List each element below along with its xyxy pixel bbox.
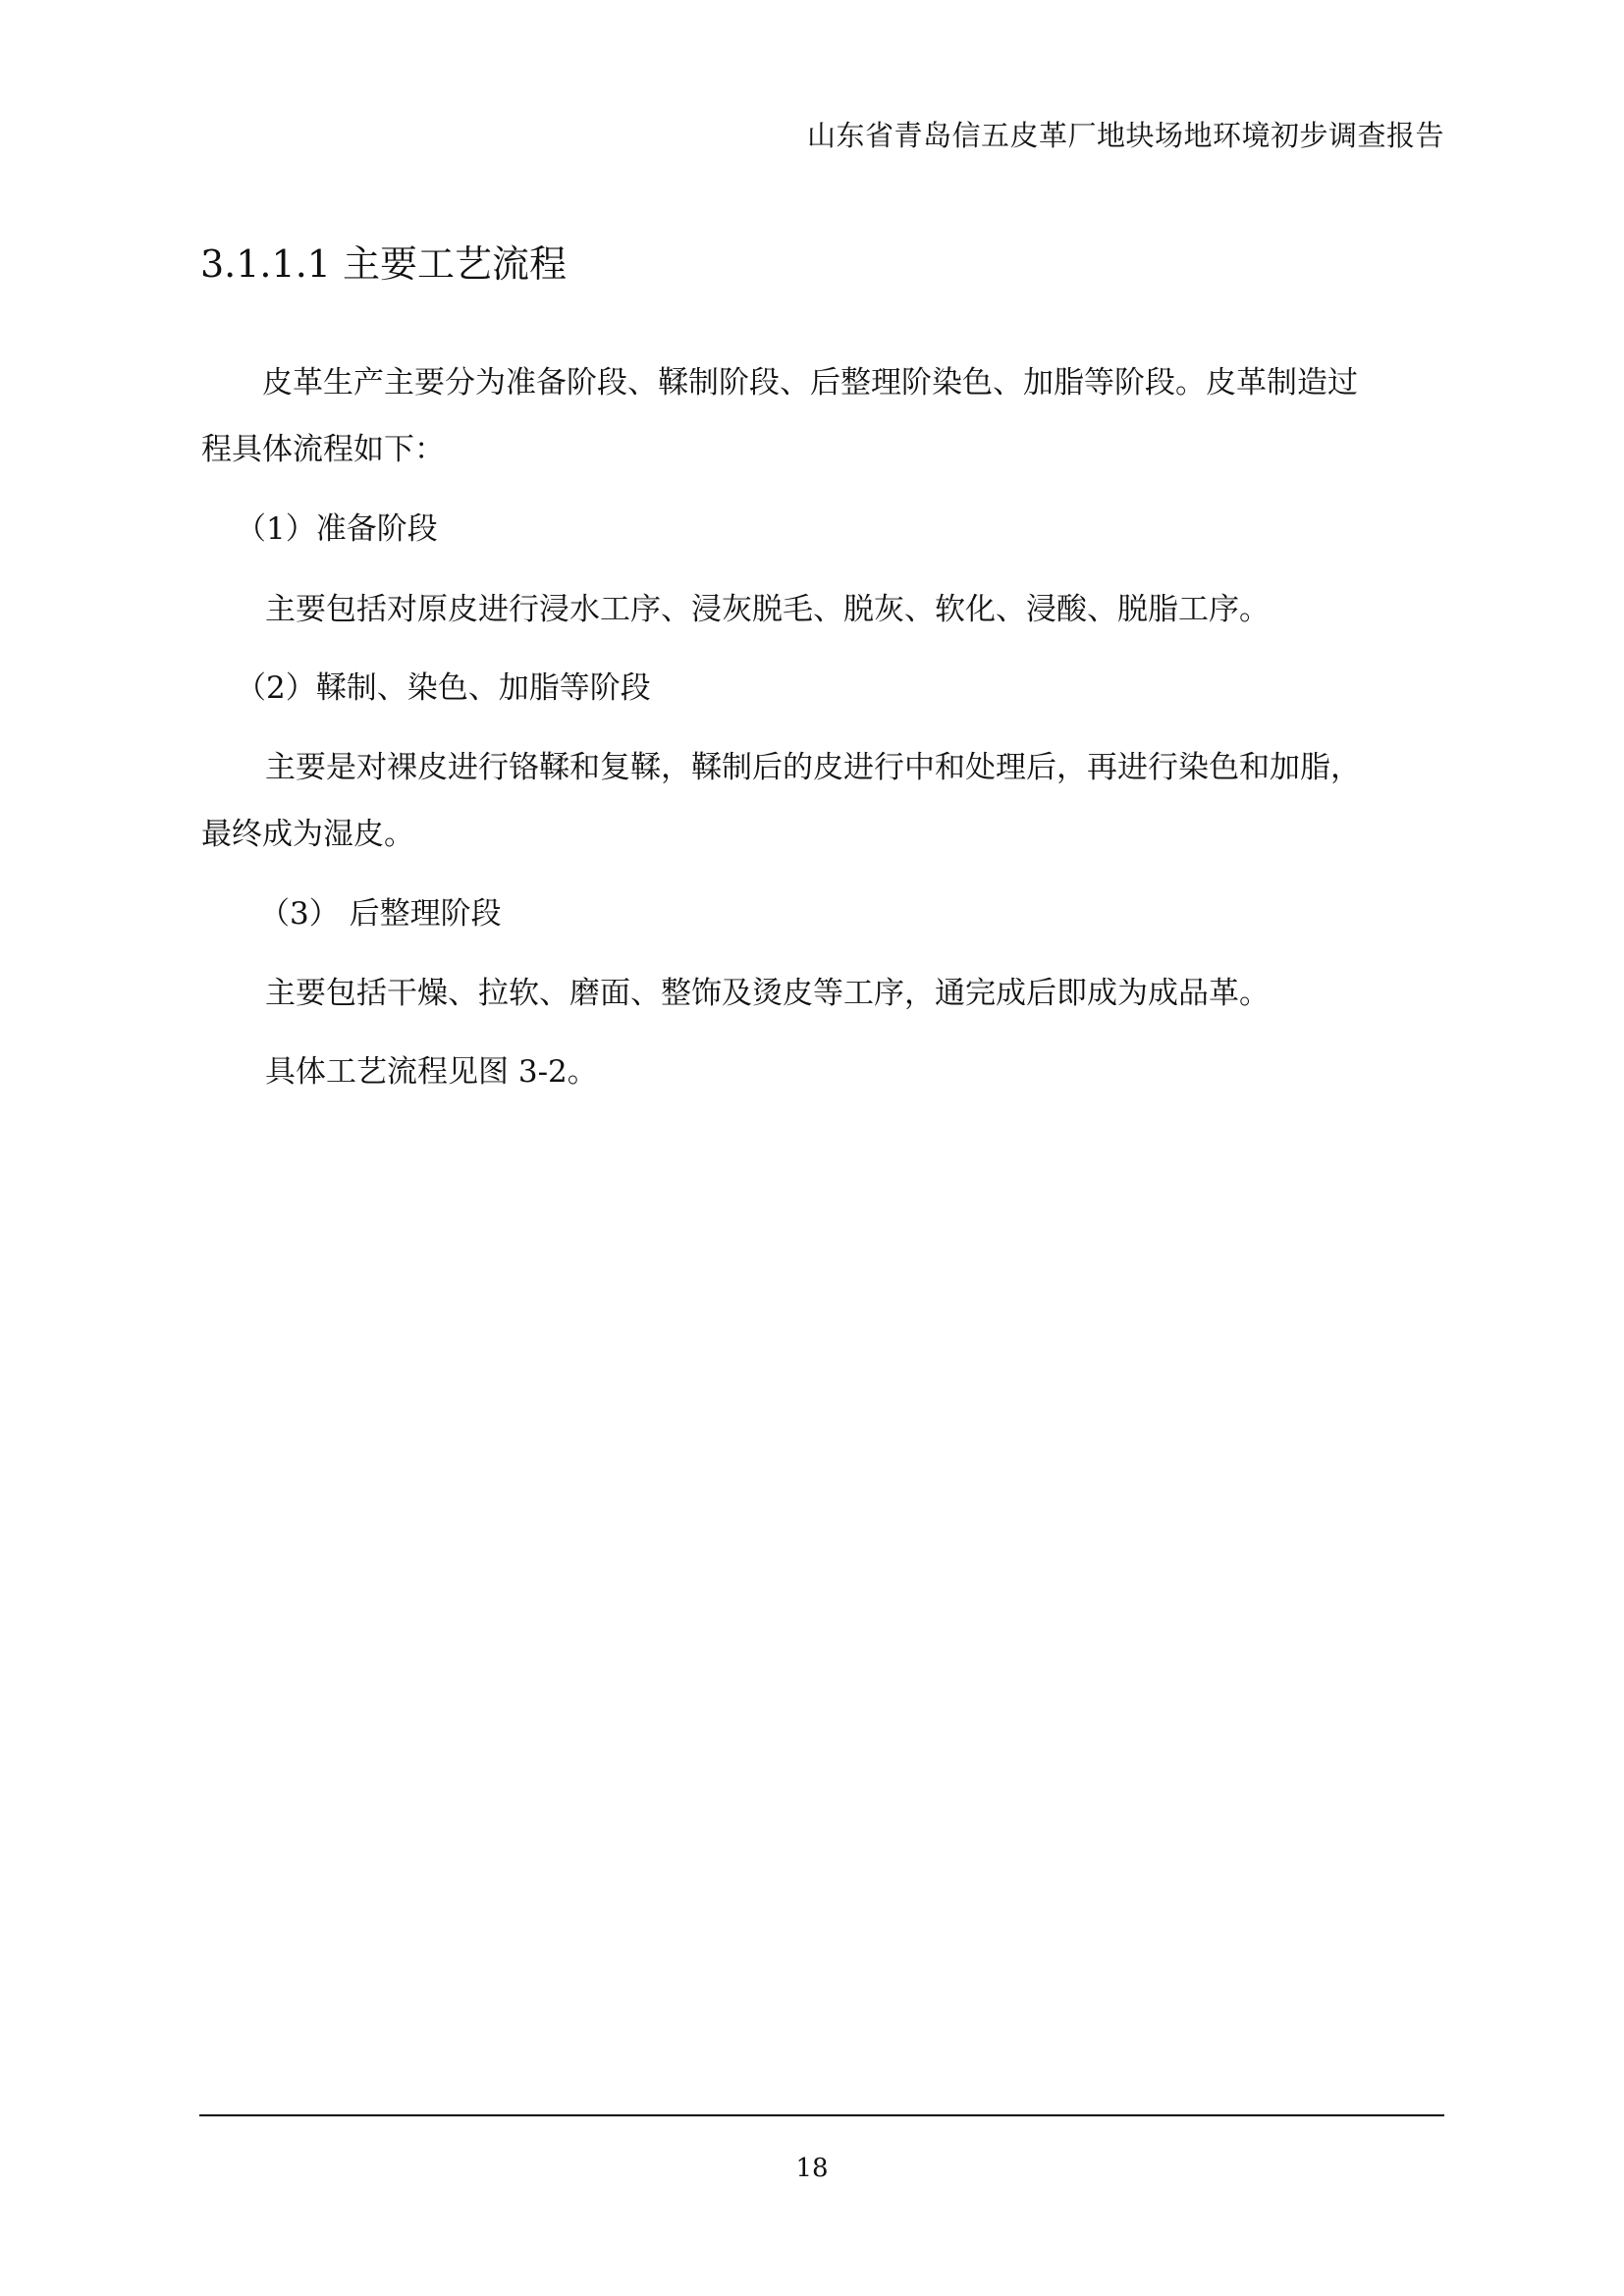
intro-paragraph-line-2: 程具体流程如下： — [201, 432, 445, 467]
step-3-text: 主要包括干燥、拉软、磨面、整饰及烫皮等工序，通完成后即成为成品革。 — [265, 976, 1270, 1011]
step-2-heading: （2）鞣制、染色、加脂等阶段 — [236, 670, 651, 706]
section-heading: 3.1.1.1 主要工艺流程 — [200, 242, 568, 286]
step-3-heading: （3） 后整理阶段 — [259, 896, 502, 932]
step-1-heading: （1）准备阶段 — [236, 511, 438, 547]
step-2-text-line-2: 最终成为湿皮。 — [201, 817, 414, 852]
step-2-text-line-1: 主要是对裸皮进行铬鞣和复鞣，鞣制后的皮进行中和处理后，再进行染色和加脂， — [265, 750, 1361, 785]
intro-paragraph-line-1: 皮革生产主要分为准备阶段、鞣制阶段、后整理阶染色、加脂等阶段。皮革制造过 — [262, 365, 1358, 400]
page-number: 18 — [795, 2154, 829, 2183]
footer-divider — [199, 2114, 1444, 2116]
step-1-text: 主要包括对原皮进行浸水工序、浸灰脱毛、脱灰、软化、浸酸、脱脂工序。 — [265, 592, 1270, 627]
figure-reference: 具体工艺流程见图 3-2。 — [265, 1054, 598, 1090]
running-header: 山东省青岛信五皮革厂地块场地环境初步调查报告 — [806, 119, 1444, 152]
